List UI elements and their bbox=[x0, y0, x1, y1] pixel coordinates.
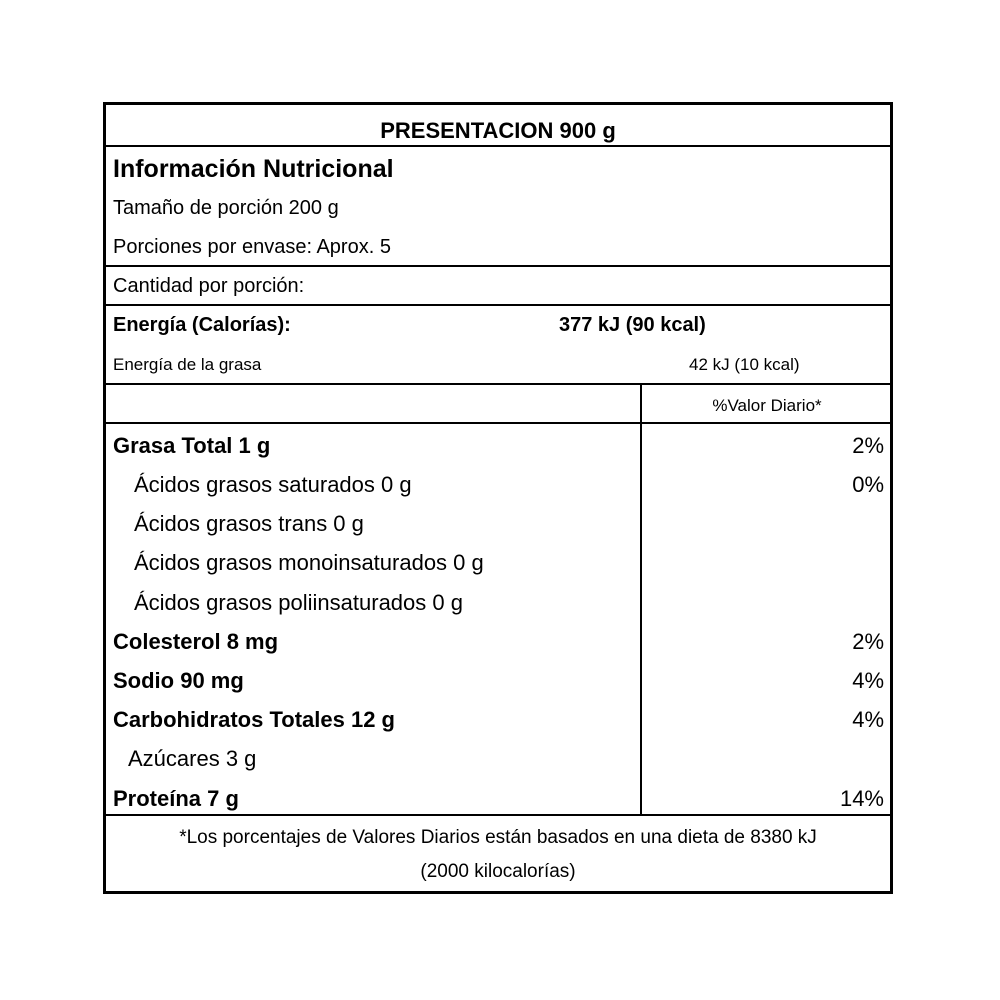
daily-value-header: %Valor Diario* bbox=[712, 396, 822, 415]
divider bbox=[106, 304, 890, 306]
nutrient-dv: 2% bbox=[852, 629, 884, 654]
divider bbox=[106, 265, 890, 267]
divider bbox=[106, 383, 890, 385]
divider bbox=[106, 422, 890, 424]
column-divider bbox=[640, 383, 642, 814]
nutrition-facts-table bbox=[103, 102, 893, 894]
nutrient-label: Ácidos grasos monoinsaturados 0 g bbox=[134, 550, 484, 575]
nutrient-label: Grasa Total 1 g bbox=[113, 433, 271, 458]
amount-per-serving: Cantidad por porción: bbox=[113, 275, 305, 297]
fat-energy-label: Energía de la grasa bbox=[113, 355, 262, 374]
serving-size: Tamaño de porción 200 g bbox=[113, 197, 339, 219]
divider bbox=[106, 145, 890, 147]
nutrient-label: Azúcares 3 g bbox=[128, 746, 257, 771]
nutrient-label: Carbohidratos Totales 12 g bbox=[113, 707, 395, 732]
nutrient-dv: 0% bbox=[852, 472, 884, 497]
nutrient-label: Ácidos grasos poliinsaturados 0 g bbox=[134, 590, 463, 615]
nutrient-dv: 4% bbox=[852, 668, 884, 693]
nutrient-dv: 2% bbox=[852, 433, 884, 458]
energy-value: 377 kJ (90 kcal) bbox=[559, 314, 706, 336]
nutrition-info-title: Información Nutricional bbox=[113, 155, 394, 183]
footnote-line-1: *Los porcentajes de Valores Diarios están basados en una dieta de 8380 kJ bbox=[179, 827, 817, 848]
nutrient-label: Proteína 7 g bbox=[113, 786, 239, 811]
fat-energy-value: 42 kJ (10 kcal) bbox=[689, 355, 800, 374]
energy-label: Energía (Calorías): bbox=[113, 314, 291, 336]
presentation-title: PRESENTACION 900 g bbox=[380, 118, 616, 143]
nutrient-dv: 14% bbox=[839, 786, 884, 811]
nutrient-label: Colesterol 8 mg bbox=[113, 629, 279, 654]
nutrient-label: Sodio 90 mg bbox=[113, 668, 244, 693]
nutrient-label: Ácidos grasos saturados 0 g bbox=[134, 472, 412, 497]
divider bbox=[106, 814, 890, 816]
nutrient-dv: 4% bbox=[852, 707, 884, 732]
footnote-line-2: (2000 kilocalorías) bbox=[420, 861, 576, 882]
servings-per-container: Porciones por envase: Aprox. 5 bbox=[113, 236, 391, 258]
nutrient-label: Ácidos grasos trans 0 g bbox=[134, 511, 364, 536]
